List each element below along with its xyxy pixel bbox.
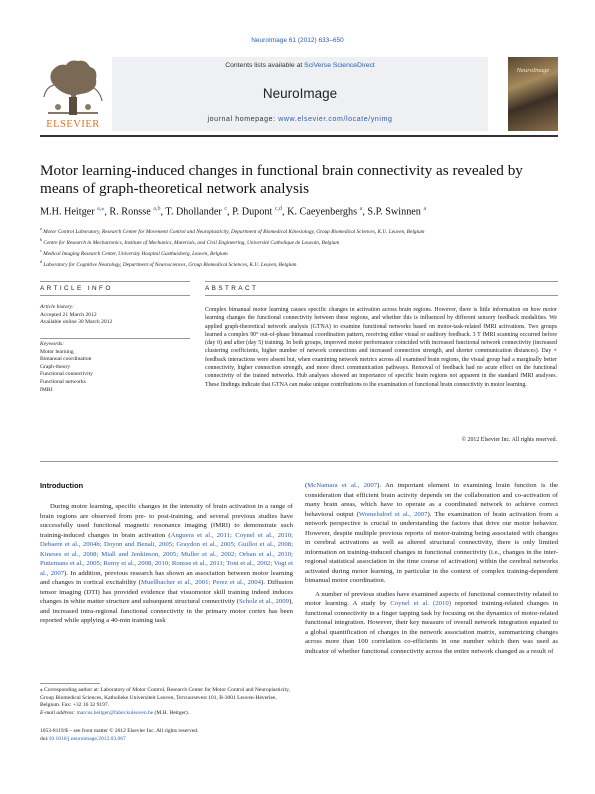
article-info-rule-top <box>40 281 190 282</box>
body-paragraph: (McNamara et al., 2007). An important element in examining brain function is the consideration that efficient brain activity depends on the collaboration and co-activation of many brain areas, which have to operate as a coordinated network to achieve correct behavioral output (Womelsdorf et al., 2007). The examination of brain activation from a network perspective is crucial in understanding the factors that drive our motor behavior. However, despite multiple previous reports of motor-training being associated with changes in cerebral activations as well as altered structural connectivity, there is only limited information on training-induced changes in functional connectivity (i.e., changes in the inter-regional statistical association in the time course of activation) within the cerebral networks activated during motor learning, in particular in the context of complex training-dependent bimanual motor coordination. <box>305 482 559 584</box>
author-name: P. Dupont <box>232 206 273 218</box>
journal-homepage <box>112 116 488 123</box>
article-title: Motor learning-induced changes in functional brain connectivity as revealed by means of graph-theoretical network analysis <box>40 162 523 197</box>
affiliation-list <box>40 225 560 269</box>
citation-link[interactable]: McNamara et al., 2007 <box>307 482 378 489</box>
keyword-item: Graph-theory <box>40 363 71 370</box>
citation-link[interactable]: Muellbacher et al., 2001; Perez et al., 2004 <box>140 579 262 586</box>
masthead-band <box>112 57 488 131</box>
citation-link[interactable]: Womelsdorf et al., 2007 <box>358 510 428 518</box>
abstract-body: Complex bimanual motor learning causes specific changes in activation across brain regions. However, there is little information on how motor learning changes the functional connectivity between these regions, and whether this is influenced by different sensory feedback modalities. We applied graph-theoretical network analysis (GTNA) to examine functional networks based on motor-task-related fMRI activations. Two groups learned a complex 90° out-of-phase bimanual coordination pattern, receiving either visual or auditory feedback. 3 T fMRI scanning occurred before (day 0) and after (day 5) training. In both groups, improved motor performance coincided with increased functional network connectivity (increased clustering coefficients, higher number of network connections and increased connection strength, and shorter communication distances). Day × feedback interactions were absent but, when examining network metrics across all examined brain regions, the visual group had a marginally better connectivity, higher connection strength, and more direct communication pathways. Removal of feedback had no acute effect on the functional connectivity of the trained networks. Hub analyses showed an importance of specific brain regions not apparent in the standard fMRI analyses. These findings indicate that GTNA can make unique contributions to the examination of functional brain connectivity in motor learning. <box>205 307 557 388</box>
publisher-name: ELSEVIER <box>46 119 100 130</box>
front-matter <box>40 728 293 743</box>
elsevier-tree-logo <box>40 57 106 131</box>
body-paragraph: A number of previous studies have examined aspects of functional connectivity related to motor learning. A study by Coynel et al. (2010) reported training-related changes in functional connectivity in a finger tapping task by focusing on the dynamics of motor-related functional integration. However, their key measure of overall network integration equated to a global quantification of changes in the network association matrix, summarizing changes across more than 100 correlation co-efficients in one number which then was used as indicator of whether functional connectivity across the entire network changed as a result of <box>305 590 558 655</box>
author-name: S.P. Swinnen <box>367 206 421 218</box>
article-history <box>40 304 190 327</box>
affiliation-item <box>40 236 560 247</box>
body-paragraph: During motor learning, specific changes in the intensity of brain activation in a range of brain regions are observed from pre- to post-training, and several previous studies have successfully used functional magnetic resonance imaging (fMRI) to demonstrate such training-induced changes in brain activation (Anguera et al., 2011; Coynel et al., 2010; Debaere et al., 2004b; Doyon and Benali, 2005; Graydon et al., 2005; Guillot et al., 2008; Kineses et al., 2008; Miall and Jenkinson, 2005; Muller et al., 2002; Orban et al., 2010; Puttemans et al., 2005; Remy et al., 2008, 2010; Ronsse et al., 2011; Toni et al., 2002; Vogt et al., 2007). In addition, previous research has shown an association between motor learning and changes in cortical excitability (Muellbacher et al., 2001; Perez et al., 2004). Diffusion tensor imaging (DTI) has provided evidence that visuomotor skill training indeed induces changes in white matter structure and subsequent structural connectivity (Scholz et al., 2009), and increased intra-regional functional connectivity in the primary motor cortex has been reported while applying a 40-min training task <box>40 503 294 624</box>
affiliation-marker: d <box>40 258 43 264</box>
abstract-rule-mid <box>205 295 558 296</box>
history-label: Article history: <box>40 304 75 310</box>
author-name: R. Ronsse <box>109 206 151 218</box>
affiliation-marker: a <box>40 226 42 231</box>
affiliation-item <box>40 247 560 258</box>
corresponding-author-footnote <box>40 687 293 717</box>
affiliation-text: Centre for Research in Mechatronics, Institute of Mechanics, Materials, and Civil Engineering, Université Catholique de Louvain, Belgium <box>43 239 340 246</box>
abstract-heading: ABSTRACT <box>205 285 259 292</box>
doi-line <box>40 736 293 744</box>
affiliation-text: Laboratory for Cognitive Neurology, Department of Neurosciences, Group Biomedical Sciences, K.U. Leuven, Belgium <box>43 261 297 268</box>
contents-prefix: Contents lists available at <box>225 62 305 69</box>
doi-link[interactable]: 10.1016/j.neuroimage.2012.03.067 <box>48 735 126 742</box>
homepage-prefix: journal homepage: <box>207 116 279 123</box>
sciencedirect-link[interactable]: SciVerse ScienceDirect <box>304 62 375 69</box>
affiliation-marker: c <box>40 247 42 253</box>
citation-link[interactable]: Coynel et al. (2010) <box>390 600 452 607</box>
homepage-link[interactable]: www.elsevier.com/locate/ynimg <box>278 116 393 123</box>
footnote-text: Corresponding author at: Laboratory of Motor Control, Research Center for Motor Control and Neuroplasticity, Group Biomedical Sciences, Katholieke Universiteit Leuven, Tervuursevest 101, B-3001 Leuven-Heverlee, Belgium. Fax: +32 16 32 9197. <box>40 687 290 709</box>
author-name: M.H. Heitger <box>40 206 95 218</box>
keyword-item: Functional connectivity <box>40 371 93 378</box>
affiliation-marker: b <box>40 236 43 242</box>
body-column-right <box>305 481 558 656</box>
keywords-block <box>40 341 190 394</box>
article-info-rule-mid <box>40 295 190 296</box>
available-date: Available online 30 March 2012 <box>40 319 113 326</box>
email-link[interactable]: marcus.heitger@faber.kuleuven.be <box>76 709 154 716</box>
body-column-left <box>40 502 293 626</box>
copyright-notice: © 2012 Elsevier Inc. All rights reserved. <box>461 437 557 443</box>
keyword-item: Motor learning <box>40 348 74 355</box>
footnote-rule <box>40 683 100 684</box>
author-name: T. Dhollander <box>165 206 222 218</box>
author-affiliation-marker[interactable]: a <box>423 206 427 212</box>
author-affiliation-marker[interactable]: a,⁎ <box>97 206 105 212</box>
cover-label: NeuroImage <box>516 67 550 74</box>
journal-cover-image <box>508 57 558 131</box>
author-affiliation-marker[interactable]: c,d <box>274 206 283 212</box>
author-list: M.H. Heitger $^{a,⁎}$, R. Ronsse $^{a,b}$, T. Dhollander $^c$, P. Dupont $^{c,d}$, K. Caeyenberghs $^a$, S.P. Swinnen $^a$ <box>40 206 427 218</box>
keyword-item: Bimanual coordination <box>40 356 92 363</box>
abstract-rule-bottom <box>40 461 558 462</box>
journal-title: NeuroImage <box>262 86 338 101</box>
footnote-marker: ⁎ <box>40 687 43 693</box>
affiliation-text: Motor Control Laboratory, Research Center for Movement Control and Neuroplasticity, Department of Biomedical Kinesiology, Group Biomedical Sciences, K.U. Leuven, Belgium <box>43 228 425 235</box>
doi-label: doi: <box>40 735 49 742</box>
email-label: E-mail address: <box>40 709 76 716</box>
masthead-rule <box>40 135 558 137</box>
journal-masthead <box>40 57 558 133</box>
citation-link[interactable]: Scholz et al., 2009 <box>238 598 290 605</box>
accepted-date: Accepted 21 March 2012 <box>40 311 97 318</box>
affiliation-text: Medical Imaging Research Center, University Hospital Gasthuisberg, Leuven, Belgium <box>43 250 228 257</box>
keywords-label: Keywords: <box>40 341 65 347</box>
author-affiliation-marker[interactable]: c <box>224 206 227 212</box>
citation-link[interactable]: Anguera et al., 2011; Coynel et al., 2010; Debaere et al., 2004b; Doyon and Benali, 2005; Graydon et al., 2005; Guillot et al., 2008; Kineses et al., 2008; Miall and Jenkinson, 2005; Muller et al., 2002; Orban et al., 2010; Puttemans et al., 2005; Remy et al., 2008, 2010; Ronsse et al., 2011; Toni et al., 2002; Vogt et al., 2007 <box>40 531 293 577</box>
keyword-item: Functional networks <box>40 378 86 385</box>
keyword-item: fMRI <box>40 386 53 393</box>
tree-icon <box>40 57 106 117</box>
journal-citation[interactable]: NeuroImage 61 (2012) 633–650 <box>251 37 344 44</box>
affiliation-item <box>40 258 560 269</box>
article-info-heading: ARTICLE INFO <box>40 285 113 292</box>
article-info-rule-divider <box>40 338 190 339</box>
issn-line: 1053-8119/$ – see front matter © 2012 Elsevier Inc. All rights reserved. <box>40 728 199 734</box>
author-affiliation-marker[interactable]: a,b <box>153 206 161 212</box>
author-affiliation-marker[interactable]: a <box>359 206 363 212</box>
abstract-rule-top <box>205 281 558 282</box>
introduction-heading: Introduction <box>40 481 84 490</box>
affiliation-item <box>40 225 560 236</box>
email-suffix: (M.H. Heitger). <box>154 709 190 716</box>
contents-line <box>112 62 488 69</box>
author-name: K. Caeyenberghs <box>287 206 358 218</box>
